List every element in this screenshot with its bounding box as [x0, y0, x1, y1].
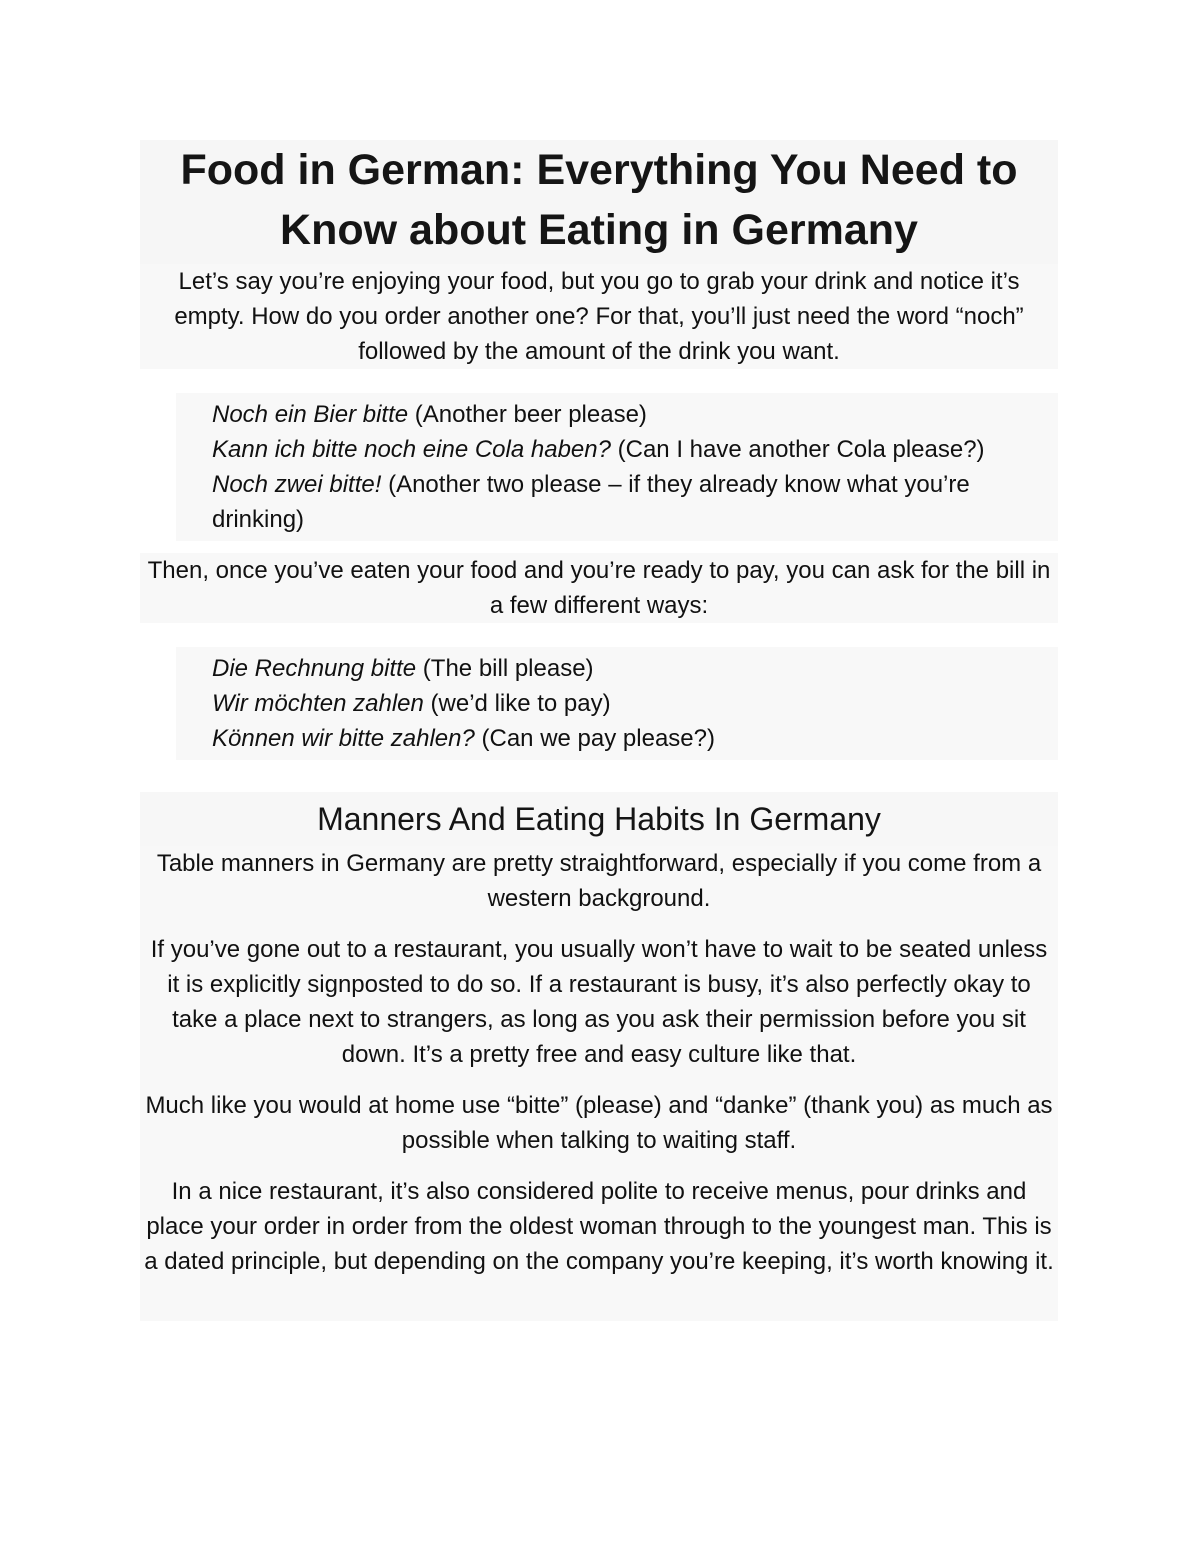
- english-translation: (we’d like to pay): [423, 690, 611, 717]
- document-page: [140, 140, 1058, 1321]
- section-paragraph: Much like you would at home use “bitte” (please) and “danke” (thank you) as much as possible when talking to waiting staff.: [145, 1092, 1053, 1154]
- section-body: [140, 846, 1058, 1321]
- english-translation: (The bill please): [416, 655, 594, 682]
- list-item: [212, 651, 1050, 686]
- english-translation: (Can I have another Cola please?): [610, 436, 985, 463]
- list-item: [212, 721, 1050, 756]
- english-translation: (Another beer please): [408, 401, 647, 428]
- section-paragraph: If you’ve gone out to a restaurant, you usually won’t have to wait to be seated unless it is explicitly signposted to do so. If a restaurant is busy, it’s also perfectly okay to take a place next to strangers, as long as you ask their permission before you sit down. It’s a pretty free and easy culture like that.: [150, 936, 1048, 1068]
- drink-phrase-list: [176, 393, 1058, 541]
- list-item: [212, 686, 1050, 721]
- english-translation: (Can we pay please?): [474, 725, 715, 752]
- bill-paragraph: Then, once you’ve eaten your food and you’re ready to pay, you can ask for the bill in a few different ways:: [140, 553, 1058, 623]
- section-spacer: [140, 772, 1058, 792]
- list-item: [212, 432, 1050, 467]
- german-phrase: Wir möchten zahlen: [212, 690, 424, 717]
- title-block: [140, 140, 1058, 264]
- list-item: [212, 397, 1050, 432]
- section-paragraph: Table manners in Germany are pretty straightforward, especially if you come from a western background.: [156, 850, 1042, 912]
- section-paragraph: In a nice restaurant, it’s also considered polite to receive menus, pour drinks and place your order in order from the oldest woman through to the youngest man. This is a dated principle, but depending on the company you’re keeping, it’s worth knowing it.: [144, 1178, 1054, 1275]
- german-phrase: Noch ein Bier bitte: [212, 401, 409, 428]
- intro-paragraph: Let’s say you’re enjoying your food, but you go to grab your drink and notice it’s empty. How do you order another one? For that, you’ll just need the word “noch” followed by the amount of the drink you want.: [140, 264, 1058, 369]
- section-heading: Manners And Eating Habits In Germany: [140, 792, 1058, 846]
- german-phrase: Kann ich bitte noch eine Cola haben?: [212, 436, 611, 463]
- english-translation: (Another two please – if they already know what you’re drinking): [212, 471, 970, 533]
- german-phrase: Können wir bitte zahlen?: [212, 725, 475, 752]
- list-item: [212, 467, 1050, 537]
- bill-phrase-list: [176, 647, 1058, 760]
- page-title: Food in German: Everything You Need to Know about Eating in Germany: [180, 146, 1018, 254]
- german-phrase: Die Rechnung bitte: [212, 655, 417, 682]
- german-phrase: Noch zwei bitte!: [212, 471, 382, 498]
